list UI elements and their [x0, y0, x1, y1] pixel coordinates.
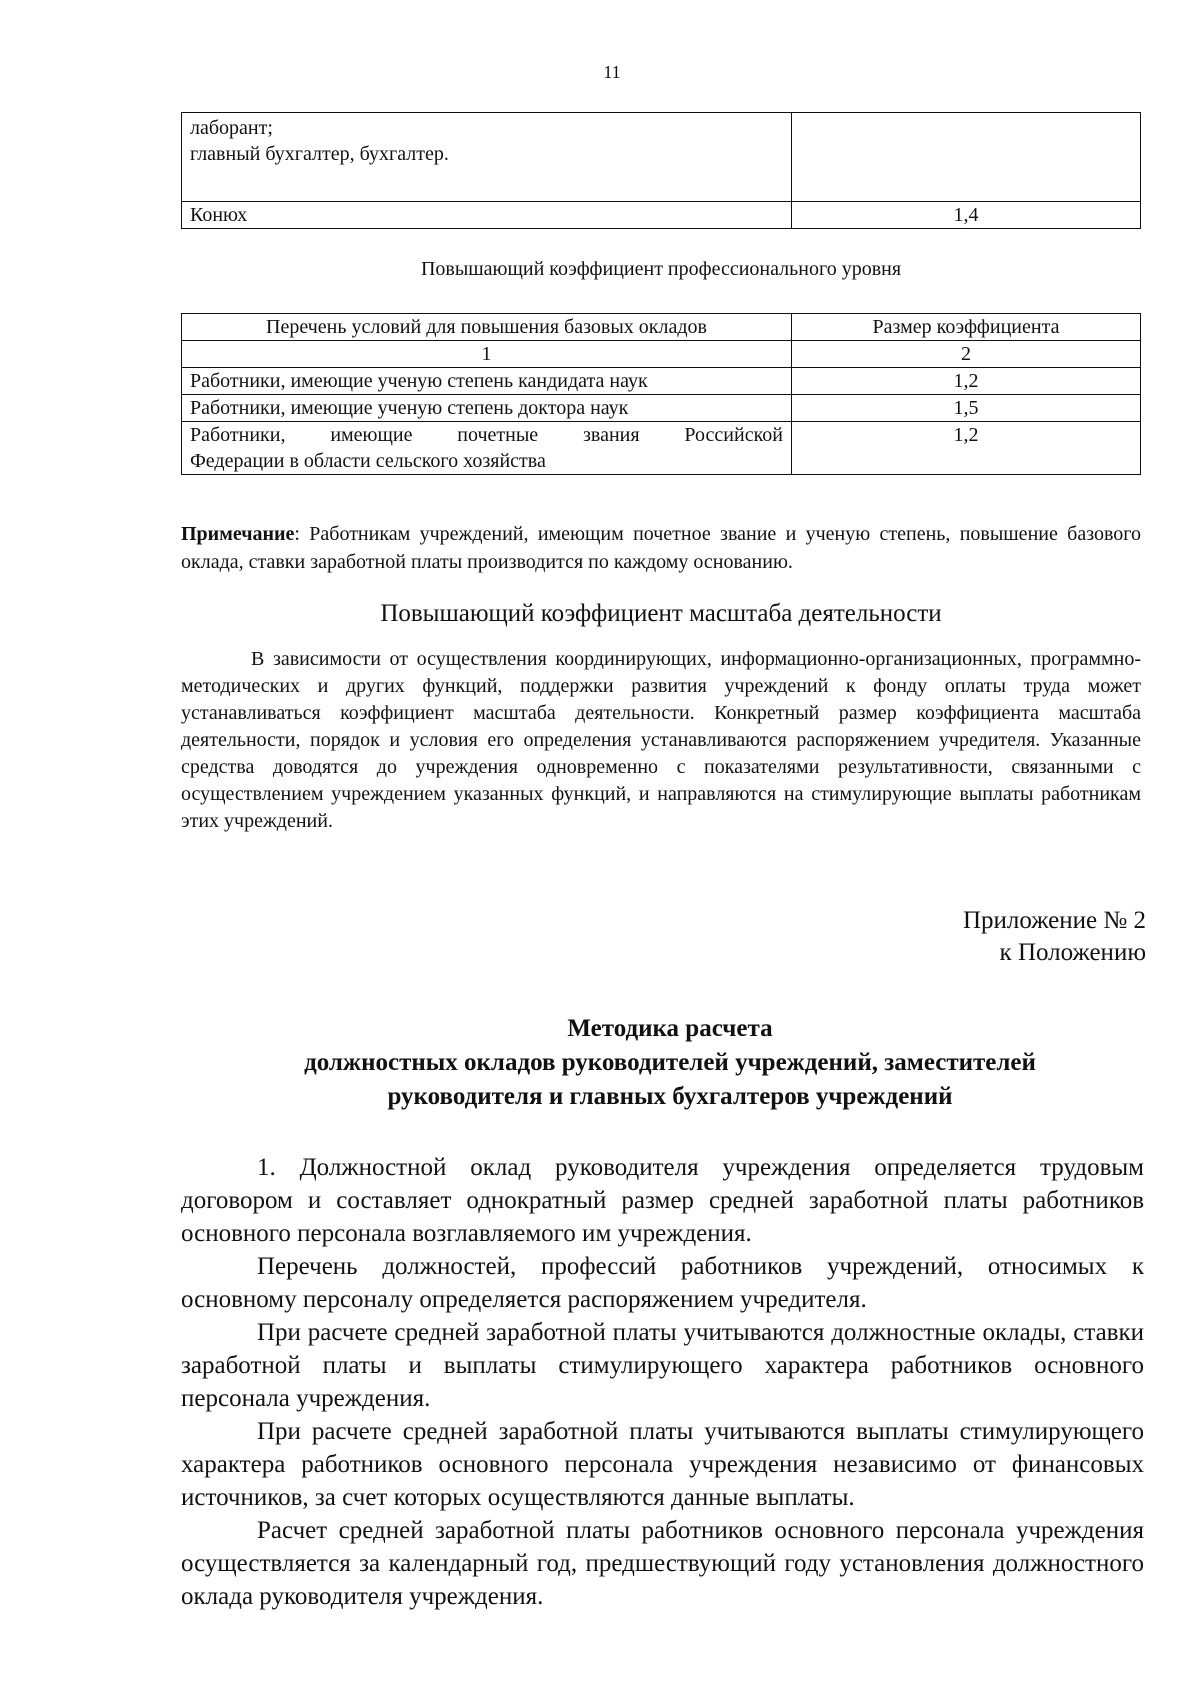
title-line: руководителя и главных бухгалтеров учреждений — [387, 1083, 953, 1110]
table-cell — [792, 113, 1141, 202]
appendix-line: Приложение № 2 — [962, 907, 1146, 934]
coefficient-table — [181, 313, 1141, 475]
title-line: Методика расчета — [567, 1015, 773, 1042]
note-label: Примечание — [181, 523, 295, 545]
document-body — [181, 1151, 1144, 1613]
body-paragraph: Перечень должностей, профессий работников учреждений, относимых к основному персоналу определяется распоряжением учредителя. — [181, 1253, 1144, 1313]
positions-table — [181, 112, 1141, 229]
section-paragraph: В зависимости от осуществления координирующих, информационно-организационных, программно-методических и других функций, поддержки развития учреждений к фонду оплаты труда может устанавливаться коэффициент масштаба деятельности. Конкретный размер коэффициента масштаба деятельности, порядок и условия его определения устанавливаются распоряжением учредителя. Указанные средства доводятся до учреждения одновременно с показателями результативности, связанными с осуществлением учреждением указанных функций, и направляются на стимулирующие выплаты работникам этих учреждений. — [181, 648, 1141, 832]
table-cell — [182, 422, 792, 475]
body-paragraph: Расчет средней заработной платы работников основного персонала учреждения осуществляется за календарный год, предшествующий году установления должностного оклада руководителя учреждения. — [181, 1517, 1144, 1610]
table-cell: 1,4 — [792, 202, 1141, 229]
title-line: должностных окладов руководителей учреждений, заместителей — [304, 1049, 1036, 1076]
note-text: : Работникам учреждений, имеющим почетное звание и ученую степень, повышение базового оклада, ставки заработной платы производится по каждому основанию. — [181, 523, 1141, 573]
table-cell: 1,2 — [792, 422, 1141, 475]
document-title — [190, 1012, 1150, 1114]
table-cell-line: лаборант; — [190, 117, 273, 139]
section-heading: Повышающий коэффициент масштаба деятельности — [380, 600, 942, 627]
note-paragraph — [181, 520, 1141, 576]
appendix-reference — [963, 905, 1146, 969]
body-paragraph: При расчете средней заработной платы учитываются должностные оклады, ставки заработной платы и выплаты стимулирующего характера работников основного персонала учреждения. — [181, 1319, 1144, 1412]
body-paragraph: 1. Должностной оклад руководителя учреждения определяется трудовым договором и составляет однократный размер средней заработной платы работников основного персонала возглавляемого им учреждения. — [181, 1154, 1144, 1247]
table-cell: 1,2 — [792, 368, 1141, 395]
table-cell-line: Работники, имеющие почетные звания Российской — [190, 424, 783, 446]
column-header: Размер коэффициента — [792, 314, 1141, 341]
column-header: Перечень условий для повышения базовых окладов — [182, 314, 792, 341]
table-cell: Работники, имеющие ученую степень кандидата наук — [182, 368, 792, 395]
table-row — [182, 368, 1141, 395]
table-cell-line: главный бухгалтер, бухгалтер. — [190, 143, 449, 165]
table-cell — [182, 113, 792, 202]
page-number: 11 — [603, 62, 621, 82]
table-cell: Работники, имеющие ученую степень доктора наук — [182, 395, 792, 422]
column-number: 1 — [182, 341, 792, 368]
table-cell: Конюх — [182, 202, 792, 229]
table-caption: Повышающий коэффициент профессионального уровня — [420, 258, 902, 280]
table-row — [182, 113, 1141, 202]
table-cell: 1,5 — [792, 395, 1141, 422]
table-row — [182, 395, 1141, 422]
table-cell-line: Федерации в области сельского хозяйства — [190, 450, 546, 472]
body-paragraph: При расчете средней заработной платы учитываются выплаты стимулирующего характера работников основного персонала учреждения независимо от финансовых источников, за счет которых осуществляются данные выплаты. — [181, 1418, 1144, 1511]
table-row — [182, 422, 1141, 475]
table-row — [182, 202, 1141, 229]
column-number: 2 — [792, 341, 1141, 368]
table-numbering-row — [182, 341, 1141, 368]
appendix-line: к Положению — [999, 939, 1146, 966]
table-header-row — [182, 314, 1141, 341]
